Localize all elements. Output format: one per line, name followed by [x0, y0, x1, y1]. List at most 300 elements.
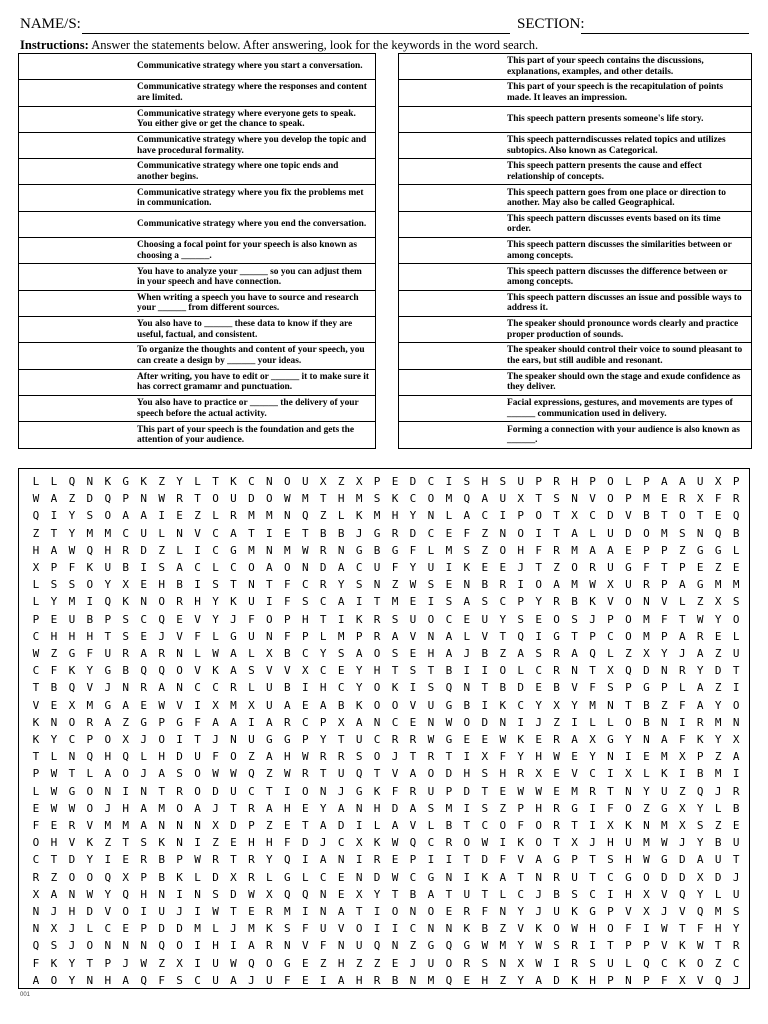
- question-row: [19, 396, 375, 422]
- grid-letter: Z: [409, 939, 417, 953]
- grid-letter: I: [463, 664, 471, 678]
- grid-letter: N: [499, 715, 507, 729]
- grid-letter: N: [284, 509, 291, 523]
- grid-letter: H: [68, 629, 76, 643]
- grid-letter: K: [158, 836, 165, 850]
- grid-letter: L: [589, 715, 596, 729]
- question-text: Communicative strategy where you fix the problems met in communication.: [137, 187, 364, 209]
- grid-letter: S: [553, 939, 560, 953]
- grid-letter: D: [445, 767, 453, 781]
- grid-letter: S: [481, 801, 489, 815]
- grid-letter: C: [319, 664, 327, 678]
- grid-letter: V: [194, 612, 201, 626]
- grid-letter: J: [714, 784, 722, 798]
- grid-letter: I: [50, 509, 58, 523]
- grid-letter: M: [86, 526, 94, 540]
- grid-letter: I: [445, 561, 453, 574]
- grid-letter: T: [732, 853, 740, 867]
- grid-letter: O: [266, 956, 273, 970]
- grid-letter: U: [248, 595, 255, 609]
- question-text: When writing a speech you have to source and research your ______ from different sources.: [137, 292, 359, 314]
- grid-letter: D: [607, 509, 614, 523]
- grid-letter: O: [427, 492, 435, 506]
- instructions-text: Answer the statements below. After answering, look for the keywords in the word search.: [88, 38, 539, 52]
- grid-letter: G: [266, 733, 273, 746]
- grid-letter: L: [319, 629, 327, 643]
- grid-row: [27, 974, 745, 992]
- grid-letter: C: [230, 561, 237, 574]
- grid-letter: X: [643, 647, 650, 660]
- grid-letter: K: [68, 664, 76, 678]
- grid-letter: J: [158, 629, 165, 643]
- grid-letter: O: [230, 750, 237, 764]
- grid-letter: D: [517, 681, 525, 695]
- grid-letter: E: [337, 870, 345, 884]
- grid-letter: C: [194, 561, 201, 574]
- word-search-grid: [18, 468, 750, 989]
- grid-letter: N: [337, 939, 345, 953]
- grid-letter: Y: [517, 905, 525, 918]
- grid-letter: X: [714, 475, 722, 488]
- grid-letter: I: [517, 715, 525, 729]
- grid-letter: X: [355, 887, 363, 901]
- grid-letter: N: [337, 853, 345, 867]
- grid-letter: I: [463, 750, 471, 764]
- grid-letter: T: [230, 578, 237, 592]
- grid-letter: X: [248, 698, 255, 712]
- grid-letter: A: [661, 475, 668, 488]
- grid-letter: F: [301, 922, 309, 936]
- grid-letter: N: [625, 973, 632, 987]
- grid-letter: G: [463, 939, 471, 953]
- grid-letter: E: [391, 956, 399, 970]
- question-text: The speaker should own the stage and exude confidence as they deliver.: [507, 371, 741, 393]
- grid-letter: K: [355, 698, 363, 712]
- grid-letter: U: [409, 612, 417, 626]
- grid-letter: P: [661, 578, 668, 592]
- grid-letter: A: [122, 698, 130, 712]
- question-row: [19, 212, 375, 238]
- grid-letter: N: [427, 629, 435, 643]
- grid-letter: L: [714, 801, 722, 815]
- grid-letter: F: [194, 715, 201, 729]
- grid-letter: K: [212, 664, 219, 678]
- grid-letter: V: [571, 767, 578, 781]
- grid-letter: Q: [248, 767, 255, 781]
- grid-letter: S: [50, 578, 58, 592]
- grid-letter: F: [248, 612, 255, 626]
- grid-letter: I: [373, 922, 381, 936]
- grid-letter: W: [284, 767, 291, 781]
- grid-letter: P: [319, 715, 327, 729]
- question-row: [399, 80, 751, 106]
- grid-letter: E: [284, 819, 291, 832]
- grid-letter: H: [499, 767, 507, 781]
- grid-letter: O: [445, 956, 453, 970]
- grid-letter: L: [212, 922, 219, 936]
- grid-letter: H: [714, 922, 722, 936]
- grid-letter: T: [696, 509, 704, 523]
- grid-letter: G: [589, 905, 596, 918]
- grid-letter: Q: [68, 681, 76, 695]
- grid-letter: A: [284, 698, 291, 712]
- grid-letter: O: [499, 543, 507, 557]
- grid-letter: V: [625, 905, 632, 918]
- grid-letter: D: [409, 526, 417, 540]
- grid-letter: E: [122, 853, 130, 867]
- grid-letter: K: [678, 956, 686, 970]
- question-text: This speech patterndiscusses related topics and utilizes subtopics. Also known as Categorical.: [507, 135, 726, 156]
- grid-letter: L: [212, 561, 219, 574]
- grid-letter: S: [535, 647, 542, 660]
- grid-letter: W: [212, 905, 219, 918]
- grid-letter: Q: [158, 612, 165, 626]
- grid-letter: U: [319, 922, 327, 936]
- grid-letter: E: [409, 715, 417, 729]
- grid-letter: T: [32, 681, 40, 695]
- grid-letter: V: [625, 509, 632, 523]
- grid-letter: F: [625, 922, 632, 936]
- grid-letter: R: [319, 750, 327, 764]
- grid-letter: Z: [158, 956, 165, 970]
- grid-letter: P: [86, 733, 94, 746]
- grid-letter: F: [319, 939, 327, 953]
- grid-letter: V: [409, 629, 417, 643]
- grid-letter: Y: [589, 750, 596, 764]
- grid-letter: Z: [714, 681, 722, 695]
- grid-letter: Z: [266, 767, 273, 781]
- grid-letter: O: [194, 767, 201, 781]
- grid-letter: O: [266, 492, 273, 506]
- grid-letter: B: [158, 853, 165, 867]
- grid-letter: Q: [284, 887, 291, 901]
- grid-letter: T: [499, 629, 507, 643]
- grid-letter: Z: [373, 956, 381, 970]
- grid-letter: T: [319, 492, 327, 506]
- grid-letter: W: [86, 887, 94, 901]
- grid-letter: O: [373, 698, 381, 712]
- grid-letter: I: [589, 939, 596, 953]
- grid-letter: H: [50, 629, 58, 643]
- grid-letter: S: [427, 578, 435, 592]
- grid-letter: L: [32, 595, 40, 609]
- grid-letter: I: [463, 870, 471, 884]
- question-row: [399, 396, 751, 422]
- grid-letter: T: [212, 475, 219, 488]
- grid-letter: X: [517, 956, 525, 970]
- grid-letter: N: [319, 784, 327, 798]
- grid-letter: O: [535, 509, 542, 523]
- grid-letter: L: [463, 629, 471, 643]
- grid-letter: E: [140, 629, 147, 643]
- grid-letter: Y: [355, 681, 363, 695]
- grid-letter: G: [373, 526, 381, 540]
- grid-letter: O: [373, 647, 381, 660]
- grid-letter: Y: [212, 595, 219, 609]
- grid-letter: D: [212, 870, 219, 884]
- grid-letter: N: [409, 973, 417, 987]
- grid-letter: W: [194, 853, 201, 867]
- grid-letter: Y: [732, 922, 740, 936]
- grid-row: [27, 802, 745, 820]
- grid-letter: M: [714, 715, 722, 729]
- grid-letter: R: [553, 595, 560, 609]
- grid-letter: U: [248, 733, 255, 746]
- grid-letter: I: [571, 715, 578, 729]
- grid-letter: Z: [194, 509, 201, 523]
- grid-letter: M: [499, 939, 507, 953]
- grid-letter: V: [86, 681, 94, 695]
- grid-letter: R: [517, 767, 525, 781]
- grid-row: [27, 681, 745, 699]
- grid-letter: C: [32, 853, 40, 867]
- question-text: This part of your speech contains the discussions, explanations, examples, and other details.: [507, 56, 704, 77]
- grid-letter: T: [122, 836, 130, 850]
- grid-letter: C: [481, 509, 489, 523]
- grid-letter: T: [301, 526, 309, 540]
- question-row: [399, 159, 751, 185]
- grid-letter: C: [391, 715, 399, 729]
- grid-letter: Q: [445, 681, 453, 695]
- grid-letter: K: [104, 475, 112, 488]
- grid-letter: G: [284, 956, 291, 970]
- grid-letter: I: [266, 526, 273, 540]
- grid-letter: W: [50, 784, 58, 798]
- grid-letter: K: [499, 698, 507, 712]
- grid-letter: B: [86, 612, 94, 626]
- grid-letter: L: [499, 887, 507, 901]
- grid-letter: P: [104, 612, 112, 626]
- grid-letter: Y: [176, 475, 183, 488]
- grid-letter: N: [355, 870, 363, 884]
- grid-letter: J: [122, 956, 130, 970]
- question-row: [19, 317, 375, 343]
- grid-letter: W: [212, 647, 219, 660]
- grid-row: [27, 527, 745, 545]
- grid-letter: Q: [122, 750, 130, 764]
- grid-letter: F: [714, 492, 722, 506]
- grid-letter: B: [373, 543, 381, 557]
- grid-letter: W: [391, 870, 399, 884]
- grid-letter: K: [230, 595, 237, 609]
- grid-letter: Q: [355, 767, 363, 781]
- grid-letter: A: [122, 973, 130, 987]
- grid-letter: Y: [319, 801, 327, 815]
- grid-letter: D: [230, 887, 237, 901]
- question-row: [19, 80, 375, 106]
- grid-letter: Z: [337, 475, 345, 488]
- grid-letter: Y: [104, 578, 112, 592]
- grid-letter: Y: [696, 801, 704, 815]
- grid-letter: M: [373, 509, 381, 523]
- grid-letter: C: [373, 733, 381, 746]
- instructions: [20, 38, 760, 53]
- grid-letter: O: [284, 561, 291, 574]
- grid-letter: X: [266, 887, 273, 901]
- grid-letter: T: [607, 939, 614, 953]
- grid-letter: V: [607, 595, 614, 609]
- grid-letter: F: [499, 853, 507, 867]
- grid-letter: J: [589, 836, 596, 850]
- grid-letter: N: [319, 887, 327, 901]
- grid-letter: I: [319, 973, 327, 987]
- question-row: [399, 185, 751, 211]
- grid-letter: Q: [445, 939, 453, 953]
- grid-letter: H: [373, 801, 381, 815]
- grid-letter: P: [678, 561, 686, 574]
- grid-letter: S: [409, 664, 417, 678]
- grid-letter: N: [32, 922, 40, 936]
- grid-letter: E: [409, 647, 417, 660]
- grid-letter: I: [732, 681, 740, 695]
- grid-letter: R: [122, 647, 130, 660]
- grid-letter: S: [427, 681, 435, 695]
- grid-letter: X: [337, 715, 345, 729]
- grid-letter: T: [373, 595, 381, 609]
- grid-letter: Y: [319, 647, 327, 660]
- grid-letter: F: [284, 595, 291, 609]
- grid-letter: R: [571, 956, 578, 970]
- grid-letter: L: [266, 870, 273, 884]
- question-text: Communicative strategy where everyone gets to speak. You either give or get the chance to speak.: [137, 108, 356, 130]
- grid-letter: U: [571, 870, 578, 884]
- grid-letter: U: [266, 681, 273, 695]
- grid-letter: X: [212, 819, 219, 832]
- grid-letter: Z: [553, 561, 560, 574]
- grid-letter: X: [68, 698, 76, 712]
- grid-letter: N: [463, 578, 471, 592]
- grid-letter: W: [553, 750, 560, 764]
- grid-letter: S: [122, 612, 130, 626]
- instructions-label: Instructions:: [20, 38, 89, 52]
- grid-letter: Q: [409, 836, 417, 850]
- grid-letter: M: [68, 595, 76, 609]
- grid-letter: A: [337, 595, 345, 609]
- grid-letter: T: [50, 526, 58, 540]
- grid-letter: X: [696, 870, 704, 884]
- grid-letter: N: [499, 905, 507, 918]
- grid-letter: I: [427, 853, 435, 867]
- grid-letter: V: [696, 973, 704, 987]
- grid-letter: A: [230, 664, 237, 678]
- grid-letter: R: [732, 784, 740, 798]
- grid-letter: D: [391, 801, 399, 815]
- grid-letter: X: [678, 750, 686, 764]
- grid-letter: C: [319, 595, 327, 609]
- grid-letter: D: [678, 853, 686, 867]
- grid-letter: G: [714, 543, 722, 557]
- grid-letter: Q: [714, 973, 722, 987]
- grid-row: [27, 957, 745, 975]
- grid-letter: A: [571, 647, 578, 660]
- grid-letter: L: [678, 595, 686, 609]
- grid-letter: I: [122, 784, 130, 798]
- grid-letter: M: [571, 578, 578, 592]
- question-row: [399, 133, 751, 159]
- grid-letter: Z: [499, 801, 507, 815]
- grid-letter: K: [230, 475, 237, 488]
- grid-letter: N: [391, 939, 399, 953]
- grid-letter: A: [481, 492, 489, 506]
- grid-letter: G: [122, 475, 130, 488]
- grid-letter: W: [535, 784, 542, 798]
- question-text: This part of your speech is the foundation and gets the attention of your audience.: [137, 424, 355, 446]
- grid-letter: O: [391, 698, 399, 712]
- grid-letter: Y: [714, 612, 722, 626]
- grid-letter: W: [32, 647, 40, 660]
- grid-letter: R: [553, 819, 560, 832]
- grid-letter: M: [284, 905, 291, 918]
- grid-letter: G: [176, 715, 183, 729]
- grid-letter: R: [230, 509, 237, 523]
- grid-letter: Y: [319, 733, 327, 746]
- grid-letter: O: [732, 612, 740, 626]
- question-text: Facial expressions, gestures, and movements are types of ______ communication used in delivery.: [507, 398, 733, 419]
- grid-letter: Q: [301, 509, 309, 523]
- grid-letter: F: [409, 543, 417, 557]
- grid-row: [27, 544, 745, 562]
- grid-letter: S: [122, 629, 130, 643]
- grid-letter: O: [391, 905, 399, 918]
- grid-letter: O: [696, 956, 704, 970]
- grid-letter: R: [140, 853, 147, 867]
- grid-letter: P: [625, 681, 632, 695]
- grid-letter: Y: [68, 526, 76, 540]
- grid-letter: B: [643, 715, 650, 729]
- grid-letter: Q: [248, 956, 255, 970]
- grid-letter: U: [266, 973, 273, 987]
- grid-letter: J: [68, 939, 76, 953]
- grid-letter: H: [248, 836, 255, 850]
- grid-letter: Y: [409, 561, 417, 574]
- grid-letter: G: [68, 647, 76, 660]
- grid-letter: P: [355, 629, 363, 643]
- grid-letter: W: [661, 922, 668, 936]
- grid-letter: H: [571, 475, 578, 488]
- grid-letter: A: [571, 733, 578, 746]
- grid-letter: R: [678, 492, 686, 506]
- grid-letter: S: [678, 526, 686, 540]
- grid-letter: C: [661, 956, 668, 970]
- grid-letter: G: [643, 681, 650, 695]
- grid-letter: R: [373, 612, 381, 626]
- grid-letter: X: [301, 664, 309, 678]
- grid-letter: N: [373, 578, 381, 592]
- grid-letter: O: [373, 681, 381, 695]
- question-row: [399, 264, 751, 290]
- grid-letter: G: [140, 715, 147, 729]
- grid-letter: Y: [714, 698, 722, 712]
- grid-letter: U: [625, 578, 632, 592]
- grid-letter: O: [643, 870, 650, 884]
- grid-letter: Y: [714, 733, 722, 746]
- grid-letter: I: [194, 543, 201, 557]
- grid-row: [27, 647, 745, 665]
- grid-letter: V: [661, 887, 668, 901]
- question-text: This speech pattern presents the cause and effect relationship of concepts.: [507, 161, 702, 182]
- grid-letter: J: [535, 715, 542, 729]
- grid-letter: G: [284, 870, 291, 884]
- question-row: [399, 343, 751, 369]
- grid-letter: I: [140, 905, 147, 918]
- grid-letter: X: [355, 475, 363, 488]
- grid-letter: W: [535, 956, 542, 970]
- grid-letter: O: [122, 767, 130, 781]
- grid-letter: S: [284, 922, 291, 936]
- name-blank: [82, 33, 510, 34]
- grid-letter: Q: [696, 784, 704, 798]
- grid-letter: T: [104, 629, 112, 643]
